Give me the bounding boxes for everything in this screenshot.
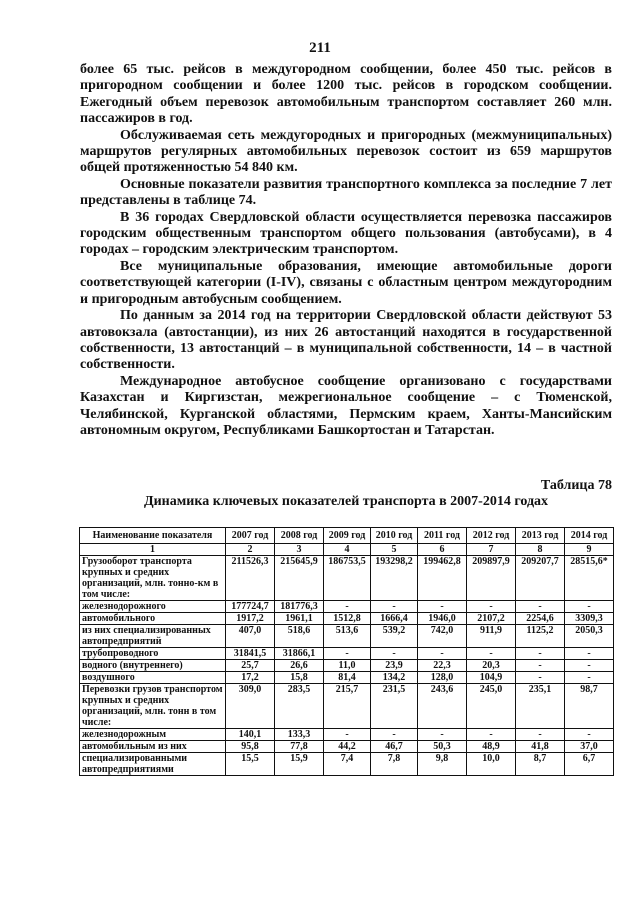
table-cell: 15,5 bbox=[226, 753, 275, 776]
table-cell: 181776,3 bbox=[275, 601, 324, 613]
table-cell: - bbox=[324, 729, 371, 741]
table-cell: - bbox=[371, 601, 418, 613]
row-label: воздушного bbox=[80, 672, 226, 684]
table-cell: 140,1 bbox=[226, 729, 275, 741]
row-label: автомобильного bbox=[80, 613, 226, 625]
table-row bbox=[80, 601, 614, 613]
table-cell: 23,9 bbox=[371, 660, 418, 672]
table-cell: - bbox=[565, 648, 614, 660]
table-cell: - bbox=[418, 648, 467, 660]
column-number: 4 bbox=[324, 544, 371, 556]
row-label: Грузооборот транспорта крупных и средних организаций, млн. тонно-км в том числе: bbox=[80, 556, 226, 601]
table-cell: 1946,0 bbox=[418, 613, 467, 625]
table-row bbox=[80, 648, 614, 660]
table-cell: 8,7 bbox=[516, 753, 565, 776]
column-header: 2008 год bbox=[275, 528, 324, 544]
column-number: 7 bbox=[467, 544, 516, 556]
table-cell: 37,0 bbox=[565, 741, 614, 753]
table-row bbox=[80, 672, 614, 684]
table-cell: 1512,8 bbox=[324, 613, 371, 625]
table-cell: 193298,2 bbox=[371, 556, 418, 601]
column-header: 2009 год bbox=[324, 528, 371, 544]
table-cell: 81,4 bbox=[324, 672, 371, 684]
column-header: 2011 год bbox=[418, 528, 467, 544]
table-cell: 31841,5 bbox=[226, 648, 275, 660]
table-cell: 15,8 bbox=[275, 672, 324, 684]
table-cell: 215,7 bbox=[324, 684, 371, 729]
table-cell: 518,6 bbox=[275, 625, 324, 648]
table-row bbox=[80, 729, 614, 741]
table-cell: - bbox=[565, 601, 614, 613]
table-cell: 10,0 bbox=[467, 753, 516, 776]
table-cell: 133,3 bbox=[275, 729, 324, 741]
body-text bbox=[80, 62, 612, 439]
row-label: Перевозки грузов транспортом крупных и средних организаций, млн. тонн в том числе: bbox=[80, 684, 226, 729]
column-header: 2014 год bbox=[565, 528, 614, 544]
table-cell: 98,7 bbox=[565, 684, 614, 729]
table-cell: 245,0 bbox=[467, 684, 516, 729]
row-label: железнодорожного bbox=[80, 601, 226, 613]
paragraph: По данным за 2014 год на территории Свердловской области действуют 53 автовокзала (автостанции), из них 26 автостанций находятся в государственной собственности, 13 автостанций – в муниципальной собственности, 14 – в частной собственности. bbox=[80, 308, 612, 373]
table-row bbox=[80, 660, 614, 672]
column-header: 2007 год bbox=[226, 528, 275, 544]
table-cell: - bbox=[516, 648, 565, 660]
table-cell: 513,6 bbox=[324, 625, 371, 648]
column-number-row bbox=[80, 544, 614, 556]
table-cell: - bbox=[324, 648, 371, 660]
table-cell: 9,8 bbox=[418, 753, 467, 776]
table-cell: 28515,6* bbox=[565, 556, 614, 601]
table-cell: 7,4 bbox=[324, 753, 371, 776]
table-cell: - bbox=[565, 729, 614, 741]
column-header: 2012 год bbox=[467, 528, 516, 544]
table-cell: 283,5 bbox=[275, 684, 324, 729]
table-cell: 2254,6 bbox=[516, 613, 565, 625]
paragraph: Обслуживаемая сеть междугородных и пригородных (межмуниципальных) маршрутов регулярных автомобильных перевозок состоит из 659 маршрутов общей протяженностью 54 840 км. bbox=[80, 127, 612, 176]
table-cell: 128,0 bbox=[418, 672, 467, 684]
paragraph: Основные показатели развития транспортного комплекса за последние 7 лет представлены в таблице 74. bbox=[80, 176, 612, 209]
table-cell: - bbox=[418, 729, 467, 741]
table-row bbox=[80, 556, 614, 601]
table-row bbox=[80, 625, 614, 648]
table-cell: - bbox=[565, 672, 614, 684]
table-cell: - bbox=[418, 601, 467, 613]
column-number: 3 bbox=[275, 544, 324, 556]
table-cell: 50,3 bbox=[418, 741, 467, 753]
row-label: трубопроводного bbox=[80, 648, 226, 660]
table-cell: 742,0 bbox=[418, 625, 467, 648]
table-cell: 309,0 bbox=[226, 684, 275, 729]
table-title: Динамика ключевых показателей транспорта в 2007-2014 годах bbox=[143, 494, 549, 509]
table-cell: 2050,3 bbox=[565, 625, 614, 648]
table-cell: 95,8 bbox=[226, 741, 275, 753]
table-cell: 46,7 bbox=[371, 741, 418, 753]
row-label: специализированными автопредприятиями bbox=[80, 753, 226, 776]
column-header: 2010 год bbox=[371, 528, 418, 544]
paragraph: более 65 тыс. рейсов в междугородном сообщении, более 450 тыс. рейсов в пригородном сообщении и более 1200 тыс. рейсов в городском сообщении. Ежегодный объем перевозок автомобильным транспортом составляет 260 млн. пассажиров в год. bbox=[80, 62, 612, 127]
column-number: 5 bbox=[371, 544, 418, 556]
table-cell: - bbox=[516, 601, 565, 613]
table-cell: 31866,1 bbox=[275, 648, 324, 660]
table-cell: 44,2 bbox=[324, 741, 371, 753]
table-cell: 211526,3 bbox=[226, 556, 275, 601]
table-cell: 243,6 bbox=[418, 684, 467, 729]
table-cell: 134,2 bbox=[371, 672, 418, 684]
table-cell: - bbox=[467, 729, 516, 741]
table-cell: 209207,7 bbox=[516, 556, 565, 601]
table-cell: - bbox=[467, 601, 516, 613]
row-label: железнодорожным bbox=[80, 729, 226, 741]
column-header: Наименование показателя bbox=[80, 528, 226, 544]
table-cell: 2107,2 bbox=[467, 613, 516, 625]
table-cell: 6,7 bbox=[565, 753, 614, 776]
table-cell: - bbox=[516, 672, 565, 684]
table-cell: 186753,5 bbox=[324, 556, 371, 601]
paragraph: Международное автобусное сообщение организовано с государствами Казахстан и Киргизстан, межрегиональное сообщение – с Тюменской, Челябинской, Курганской областями, Пермским краем, Ханты-Мансийским автономным округом, Республиками Башкортостан и Татарстан. bbox=[80, 373, 612, 438]
table-cell: 77,8 bbox=[275, 741, 324, 753]
table-cell: - bbox=[516, 660, 565, 672]
paragraph: В 36 городах Свердловской области осуществляется перевозка пассажиров городским общественным транспортом общего пользования (автобусами), в 4 городах – городским электрическим транспортом. bbox=[80, 209, 612, 258]
table-row bbox=[80, 741, 614, 753]
table-cell: 11,0 bbox=[324, 660, 371, 672]
table-cell: 215645,9 bbox=[275, 556, 324, 601]
table-header-row bbox=[80, 528, 614, 544]
table-cell: - bbox=[565, 660, 614, 672]
column-number: 1 bbox=[80, 544, 226, 556]
table-cell: - bbox=[467, 648, 516, 660]
table-row bbox=[80, 613, 614, 625]
table-cell: 231,5 bbox=[371, 684, 418, 729]
table-cell: 911,9 bbox=[467, 625, 516, 648]
column-number: 8 bbox=[516, 544, 565, 556]
table-cell: 17,2 bbox=[226, 672, 275, 684]
table-cell: 20,3 bbox=[467, 660, 516, 672]
table-cell: 104,9 bbox=[467, 672, 516, 684]
table-cell: 22,3 bbox=[418, 660, 467, 672]
table-label: Таблица 78 bbox=[540, 478, 612, 493]
table-cell: 26,6 bbox=[275, 660, 324, 672]
table-cell: 41,8 bbox=[516, 741, 565, 753]
table-cell: 15,9 bbox=[275, 753, 324, 776]
table-cell: - bbox=[371, 648, 418, 660]
table-cell: 3309,3 bbox=[565, 613, 614, 625]
table-row bbox=[80, 753, 614, 776]
column-number: 9 bbox=[565, 544, 614, 556]
table-cell: 407,0 bbox=[226, 625, 275, 648]
paragraph: Все муниципальные образования, имеющие автомобильные дороги соответствующей категории (I-IV), связаны с областным центром междугородним и пригородным автобусным сообщением. bbox=[80, 258, 612, 307]
table-cell: 209897,9 bbox=[467, 556, 516, 601]
table-cell: 1666,4 bbox=[371, 613, 418, 625]
table-cell: - bbox=[516, 729, 565, 741]
column-number: 2 bbox=[226, 544, 275, 556]
table-cell: 1917,2 bbox=[226, 613, 275, 625]
table-cell: 48,9 bbox=[467, 741, 516, 753]
table-cell: 199462,8 bbox=[418, 556, 467, 601]
row-label: из них специализированных автопредприятий bbox=[80, 625, 226, 648]
table-cell: 25,7 bbox=[226, 660, 275, 672]
table-cell: 235,1 bbox=[516, 684, 565, 729]
column-number: 6 bbox=[418, 544, 467, 556]
table-cell: - bbox=[371, 729, 418, 741]
column-header: 2013 год bbox=[516, 528, 565, 544]
table-cell: 7,8 bbox=[371, 753, 418, 776]
table-cell: 539,2 bbox=[371, 625, 418, 648]
row-label: водного (внутреннего) bbox=[80, 660, 226, 672]
data-table bbox=[79, 527, 614, 776]
table-row bbox=[80, 684, 614, 729]
row-label: автомобильным из них bbox=[80, 741, 226, 753]
page-number: 211 bbox=[309, 40, 331, 56]
table-cell: 1125,2 bbox=[516, 625, 565, 648]
table-cell: 177724,7 bbox=[226, 601, 275, 613]
table-cell: 1961,1 bbox=[275, 613, 324, 625]
table-cell: - bbox=[324, 601, 371, 613]
